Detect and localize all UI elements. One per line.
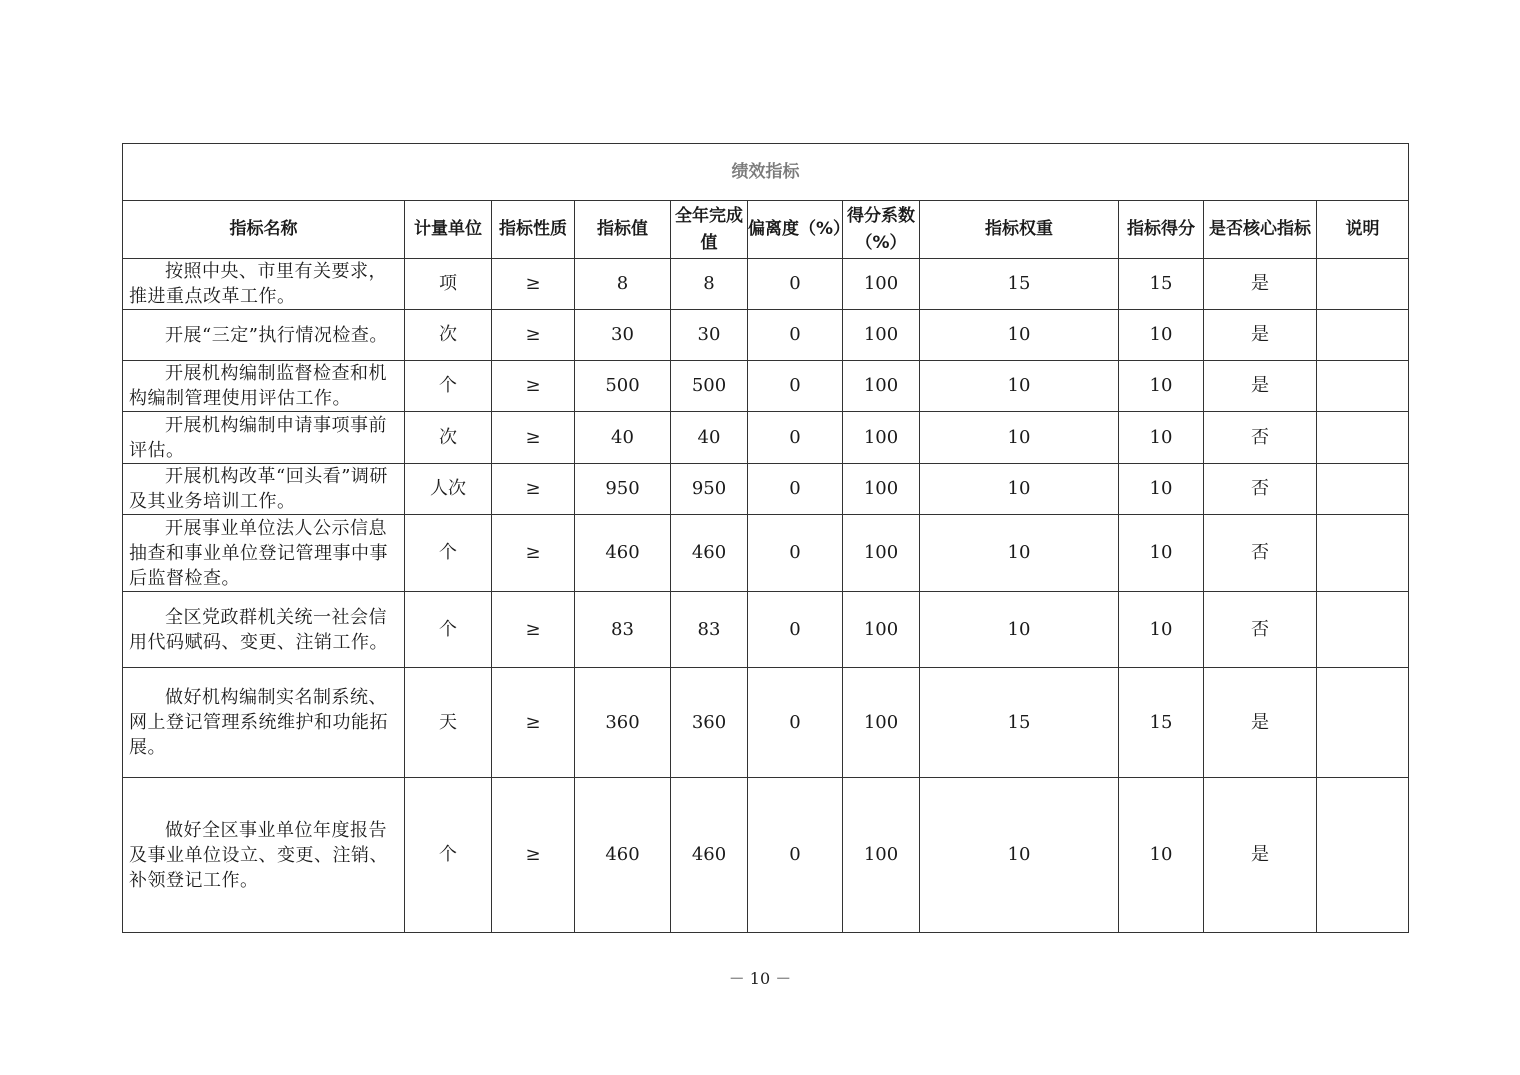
target-value-cell: 950 — [575, 464, 671, 515]
indicator-name-text: 做好机构编制实名制系统、网上登记管理系统维护和功能拓展。 — [129, 687, 388, 758]
score-cell: 10 — [1119, 310, 1204, 361]
score-coefficient-cell: 100 — [843, 310, 920, 361]
core-indicator-cell: 是 — [1204, 310, 1317, 361]
indicator-name-text: 开展机构编制监督检查和机构编制管理使用评估工作。 — [129, 363, 387, 409]
core-indicator-cell: 是 — [1204, 361, 1317, 412]
actual-value-cell: 83 — [671, 592, 748, 668]
page-number: － 10 － — [728, 969, 792, 988]
score-cell: 10 — [1119, 515, 1204, 592]
score-cell: 10 — [1119, 412, 1204, 464]
header-indicator-name: 指标名称 — [123, 201, 405, 259]
note-cell — [1317, 412, 1409, 464]
indicator-name-text: 开展“三定”执行情况检查。 — [165, 324, 388, 346]
header-weight: 指标权重 — [920, 201, 1119, 259]
note-cell — [1317, 464, 1409, 515]
note-cell — [1317, 515, 1409, 592]
nature-cell: ≥ — [492, 310, 575, 361]
table-row — [123, 361, 1409, 412]
header-target-value: 指标值 — [575, 201, 671, 259]
actual-value-cell: 40 — [671, 412, 748, 464]
unit-cell: 个 — [405, 361, 492, 412]
table-row — [123, 515, 1409, 592]
note-cell — [1317, 310, 1409, 361]
table-row — [123, 464, 1409, 515]
core-indicator-cell: 否 — [1204, 515, 1317, 592]
header-note: 说明 — [1317, 201, 1409, 259]
unit-cell: 天 — [405, 668, 492, 778]
note-cell — [1317, 259, 1409, 310]
indicator-name-cell — [123, 464, 405, 515]
indicator-name-text: 开展机构编制申请事项事前评估。 — [129, 414, 387, 461]
target-value-cell: 500 — [575, 361, 671, 412]
score-coefficient-cell: 100 — [843, 515, 920, 592]
core-indicator-cell: 是 — [1204, 668, 1317, 778]
weight-cell: 10 — [920, 778, 1119, 933]
deviation-cell: 0 — [748, 310, 843, 361]
nature-cell: ≥ — [492, 259, 575, 310]
unit-cell: 人次 — [405, 464, 492, 515]
table-header-row — [123, 201, 1409, 259]
deviation-cell: 0 — [748, 259, 843, 310]
table-row — [123, 668, 1409, 778]
deviation-cell: 0 — [748, 778, 843, 933]
nature-cell: ≥ — [492, 515, 575, 592]
core-indicator-cell: 是 — [1204, 259, 1317, 310]
header-actual-value: 全年完成值 — [671, 201, 748, 259]
header-deviation: 偏离度（%） — [748, 201, 843, 259]
nature-cell: ≥ — [492, 592, 575, 668]
deviation-cell: 0 — [748, 412, 843, 464]
note-cell — [1317, 361, 1409, 412]
score-coefficient-cell: 100 — [843, 412, 920, 464]
core-indicator-cell: 否 — [1204, 592, 1317, 668]
indicator-name-text: 做好全区事业单位年度报告及事业单位设立、变更、注销、补领登记工作。 — [129, 819, 388, 891]
header-core-indicator: 是否核心指标 — [1204, 201, 1317, 259]
note-cell — [1317, 668, 1409, 778]
indicator-name-cell — [123, 259, 405, 310]
deviation-cell: 0 — [748, 464, 843, 515]
weight-cell: 10 — [920, 515, 1119, 592]
actual-value-cell: 500 — [671, 361, 748, 412]
score-coefficient-cell: 100 — [843, 592, 920, 668]
nature-cell: ≥ — [492, 361, 575, 412]
unit-cell: 项 — [405, 259, 492, 310]
header-unit: 计量单位 — [405, 201, 492, 259]
table-row — [123, 412, 1409, 464]
header-nature: 指标性质 — [492, 201, 575, 259]
deviation-cell: 0 — [748, 668, 843, 778]
nature-cell: ≥ — [492, 778, 575, 933]
weight-cell: 10 — [920, 412, 1119, 464]
unit-cell: 个 — [405, 592, 492, 668]
core-indicator-cell: 否 — [1204, 412, 1317, 464]
indicator-name-cell — [123, 592, 405, 668]
deviation-cell: 0 — [748, 361, 843, 412]
header-score-coefficient: 得分系数（%） — [843, 201, 920, 259]
weight-cell: 10 — [920, 310, 1119, 361]
note-cell — [1317, 592, 1409, 668]
performance-indicator-table — [122, 143, 1409, 933]
unit-cell: 个 — [405, 778, 492, 933]
deviation-cell: 0 — [748, 592, 843, 668]
core-indicator-cell: 是 — [1204, 778, 1317, 933]
weight-cell: 10 — [920, 361, 1119, 412]
nature-cell: ≥ — [492, 464, 575, 515]
score-cell: 10 — [1119, 361, 1204, 412]
table-title: 绩效指标 — [123, 144, 1409, 201]
weight-cell: 10 — [920, 464, 1119, 515]
target-value-cell: 460 — [575, 778, 671, 933]
nature-cell: ≥ — [492, 668, 575, 778]
score-coefficient-cell: 100 — [843, 464, 920, 515]
indicator-name-text: 开展机构改革“回头看”调研及其业务培训工作。 — [129, 466, 388, 512]
score-coefficient-cell: 100 — [843, 778, 920, 933]
table-row — [123, 310, 1409, 361]
unit-cell: 个 — [405, 515, 492, 592]
unit-cell: 次 — [405, 412, 492, 464]
weight-cell: 15 — [920, 668, 1119, 778]
deviation-cell: 0 — [748, 515, 843, 592]
indicator-name-cell — [123, 515, 405, 592]
score-cell: 15 — [1119, 668, 1204, 778]
score-coefficient-cell: 100 — [843, 668, 920, 778]
nature-cell: ≥ — [492, 412, 575, 464]
score-cell: 10 — [1119, 778, 1204, 933]
target-value-cell: 30 — [575, 310, 671, 361]
table-row — [123, 778, 1409, 933]
target-value-cell: 83 — [575, 592, 671, 668]
score-cell: 15 — [1119, 259, 1204, 310]
table-row — [123, 592, 1409, 668]
actual-value-cell: 950 — [671, 464, 748, 515]
actual-value-cell: 30 — [671, 310, 748, 361]
actual-value-cell: 360 — [671, 668, 748, 778]
indicator-name-cell — [123, 412, 405, 464]
actual-value-cell: 460 — [671, 515, 748, 592]
core-indicator-cell: 否 — [1204, 464, 1317, 515]
table-row — [123, 259, 1409, 310]
target-value-cell: 8 — [575, 259, 671, 310]
unit-cell: 次 — [405, 310, 492, 361]
indicator-name-text: 按照中央、市里有关要求，推进重点改革工作。 — [129, 261, 387, 307]
weight-cell: 10 — [920, 592, 1119, 668]
actual-value-cell: 460 — [671, 778, 748, 933]
table-body — [123, 259, 1409, 933]
target-value-cell: 460 — [575, 515, 671, 592]
indicator-name-cell — [123, 361, 405, 412]
note-cell — [1317, 778, 1409, 933]
indicator-name-text: 开展事业单位法人公示信息抽查和事业单位登记管理事中事后监督检查。 — [129, 517, 388, 589]
target-value-cell: 40 — [575, 412, 671, 464]
indicator-name-cell — [123, 668, 405, 778]
score-cell: 10 — [1119, 592, 1204, 668]
indicator-name-text: 全区党政群机关统一社会信用代码赋码、变更、注销工作。 — [129, 606, 388, 653]
weight-cell: 15 — [920, 259, 1119, 310]
indicator-name-cell — [123, 310, 405, 361]
indicator-name-cell — [123, 778, 405, 933]
target-value-cell: 360 — [575, 668, 671, 778]
header-score: 指标得分 — [1119, 201, 1204, 259]
score-cell: 10 — [1119, 464, 1204, 515]
score-coefficient-cell: 100 — [843, 361, 920, 412]
actual-value-cell: 8 — [671, 259, 748, 310]
score-coefficient-cell: 100 — [843, 259, 920, 310]
